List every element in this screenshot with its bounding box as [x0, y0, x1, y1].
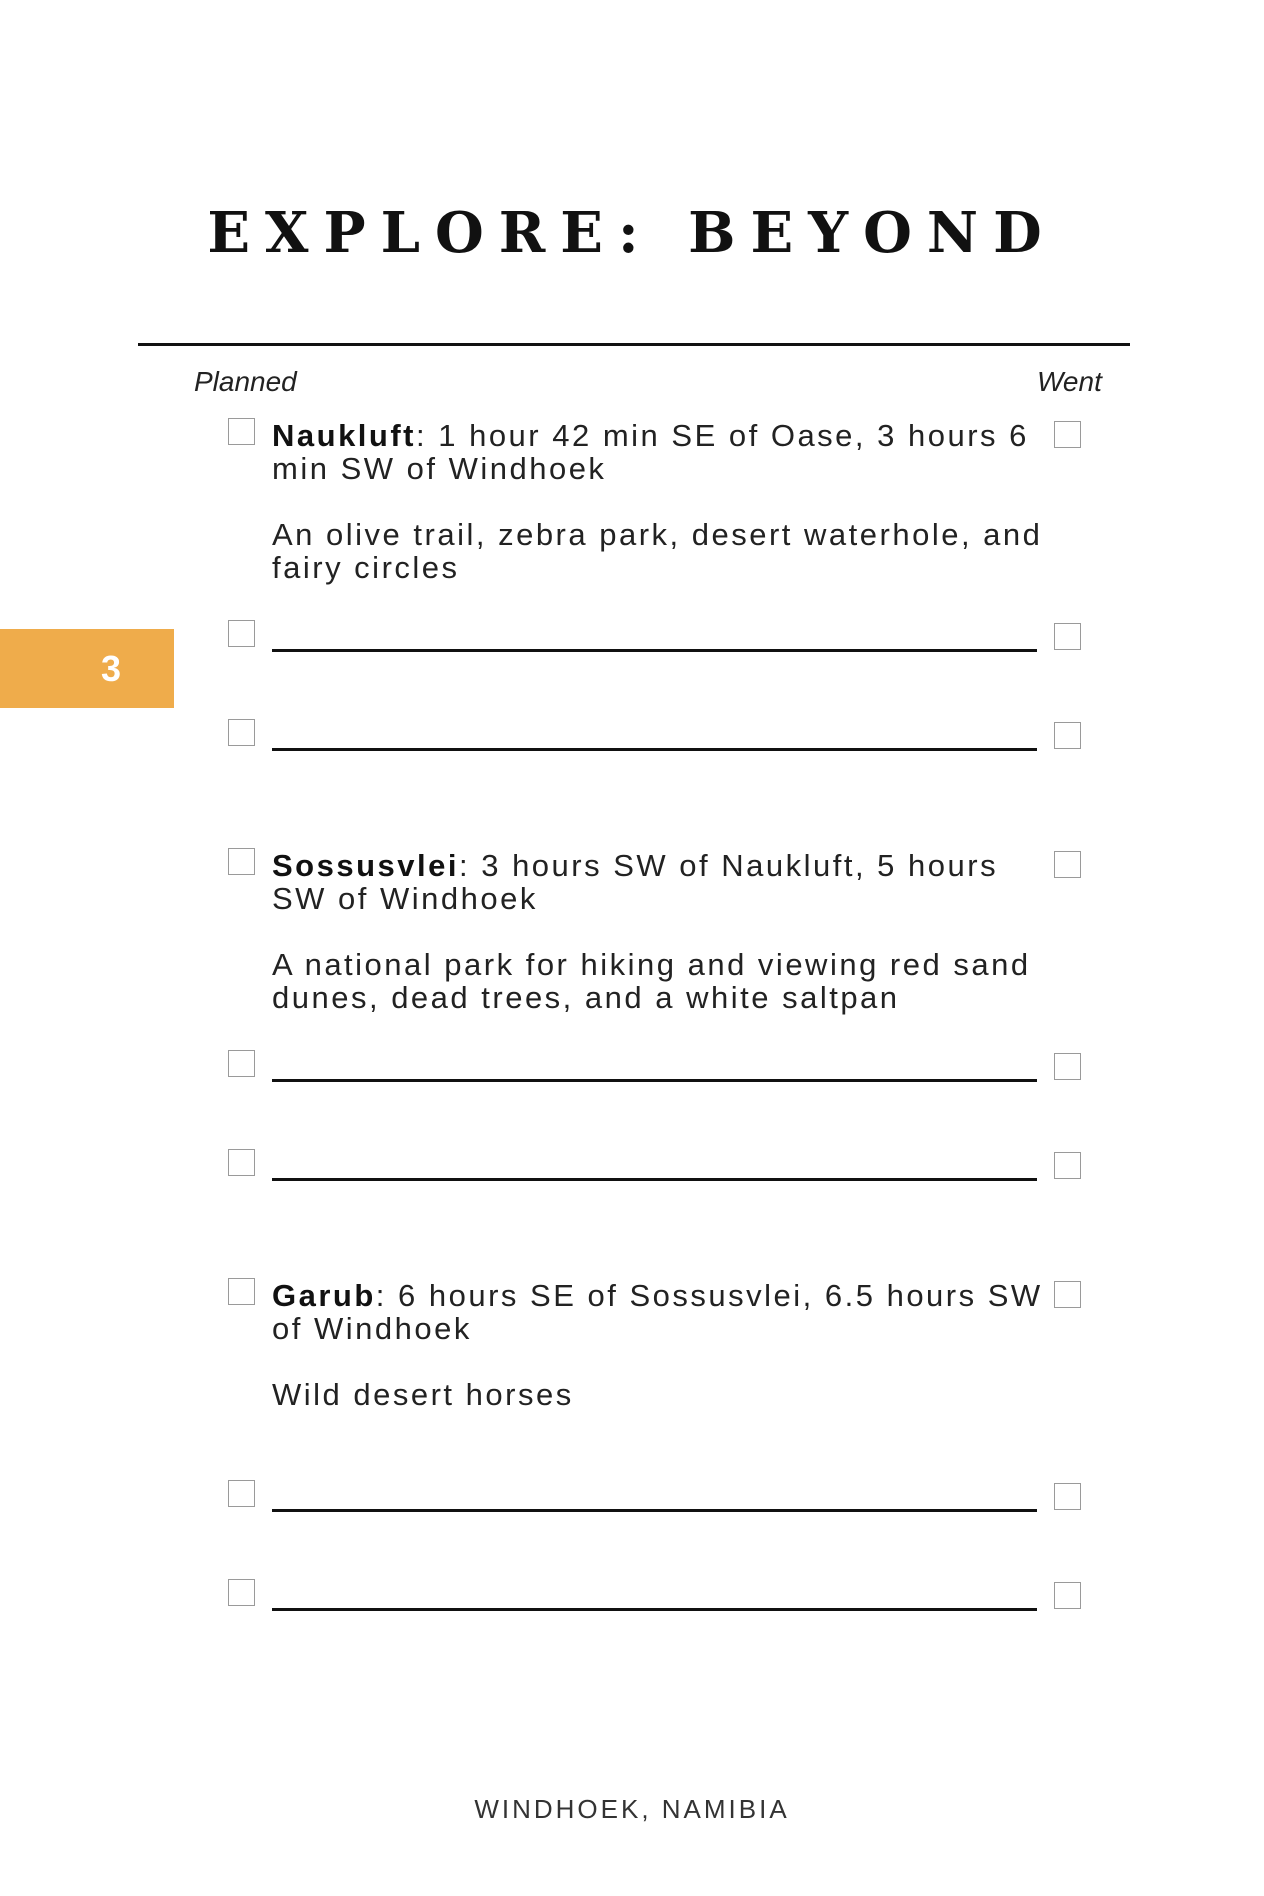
went-column-label: Went [1037, 366, 1102, 397]
entry-1-blank-1-planned-checkbox[interactable] [228, 620, 255, 647]
entry-1-blank-2-went-checkbox[interactable] [1054, 722, 1081, 749]
entry-1-planned-checkbox[interactable] [228, 418, 255, 445]
entry-2-route: : 3 hours SW of Naukluft, 5 hours SW of Windhoek [272, 848, 999, 916]
entry-3-planned-checkbox[interactable] [228, 1278, 255, 1305]
entry-3-heading [272, 1279, 1052, 1345]
entry-2-blank-1-line[interactable] [272, 1079, 1037, 1082]
planned-column-label: Planned [194, 366, 297, 397]
entry-3-went-checkbox[interactable] [1054, 1281, 1081, 1308]
entry-2-blank-2-planned-checkbox[interactable] [228, 1149, 255, 1176]
entry-3-blank-1-went-checkbox[interactable] [1054, 1483, 1081, 1510]
entry-1-blank-1-went-checkbox[interactable] [1054, 623, 1081, 650]
entry-3-blank-2-went-checkbox[interactable] [1054, 1582, 1081, 1609]
entry-1-blank-2-planned-checkbox[interactable] [228, 719, 255, 746]
entry-3 [272, 1279, 1052, 1411]
entry-2-blank-1-planned-checkbox[interactable] [228, 1050, 255, 1077]
entry-3-name: Garub [272, 1278, 376, 1313]
page-footer: WINDHOEK, NAMIBIA [474, 1794, 790, 1824]
entry-1-went-checkbox[interactable] [1054, 421, 1081, 448]
entry-3-blank-2-line[interactable] [272, 1608, 1037, 1611]
entry-2 [272, 849, 1052, 1014]
entry-2-description: A national park for hiking and viewing red sand dunes, dead trees, and a white saltpan [272, 947, 1031, 1015]
entry-3-blank-2-planned-checkbox[interactable] [228, 1579, 255, 1606]
entry-2-heading [272, 849, 1052, 915]
entry-1-blank-1-line[interactable] [272, 649, 1037, 652]
page-number-tab: 3 [0, 629, 174, 708]
entry-1-name: Naukluft [272, 418, 416, 453]
entry-1-blank-2-line[interactable] [272, 748, 1037, 751]
entry-1 [272, 419, 1052, 584]
entry-2-went-checkbox[interactable] [1054, 851, 1081, 878]
entry-3-blank-1-planned-checkbox[interactable] [228, 1480, 255, 1507]
entry-3-description: Wild desert horses [272, 1377, 574, 1412]
title-divider [138, 343, 1130, 346]
entry-2-blank-2-went-checkbox[interactable] [1054, 1152, 1081, 1179]
entry-1-route: : 1 hour 42 min SE of Oase, 3 hours 6 min SW of Windhoek [272, 418, 1029, 486]
entry-3-blank-1-line[interactable] [272, 1509, 1037, 1512]
entry-3-route: : 6 hours SE of Sossusvlei, 6.5 hours SW of Windhoek [272, 1278, 1043, 1346]
entry-1-description: An olive trail, zebra park, desert waterhole, and fairy circles [272, 517, 1043, 585]
entry-2-planned-checkbox[interactable] [228, 848, 255, 875]
page-title: EXPLORE: BEYOND [207, 200, 1057, 266]
entry-2-blank-2-line[interactable] [272, 1178, 1037, 1181]
entry-1-heading [272, 419, 1052, 485]
entry-2-name: Sossusvlei [272, 848, 459, 883]
entry-2-blank-1-went-checkbox[interactable] [1054, 1053, 1081, 1080]
